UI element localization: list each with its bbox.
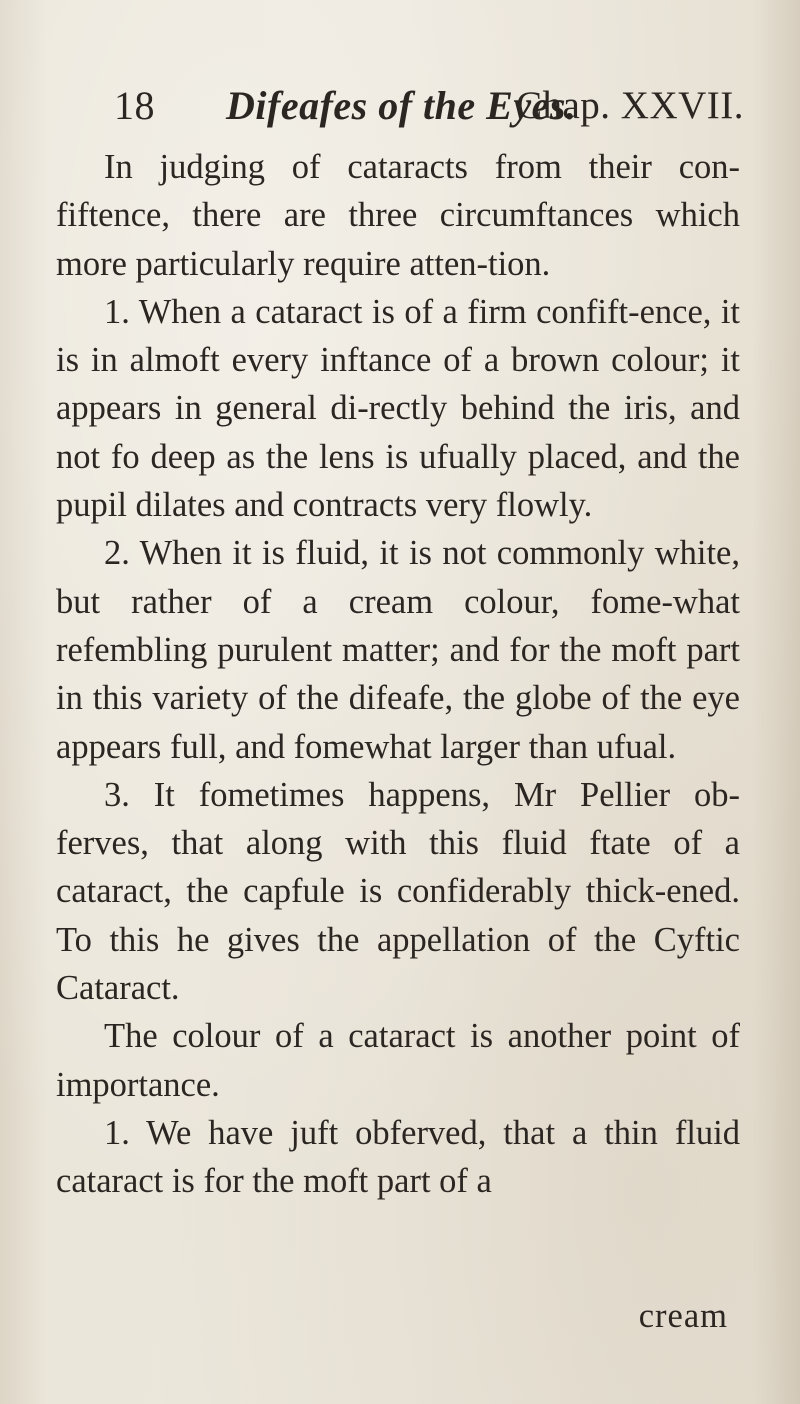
paragraph-colour-importance: The colour of a cataract is another point of importance. <box>56 1017 740 1104</box>
catchword: cream <box>638 1297 728 1335</box>
page-number: 18 <box>114 83 155 128</box>
paragraph-firm-cataract: 1. When a cataract is of a firm confift-ence, it is in almoft every inftance of a brown colour; it appears in general di-rectly behind the iris, and not fo deep as the lens is ufually placed, and the pupil dilates and contracts very flowly. <box>56 292 740 525</box>
running-head <box>114 76 744 136</box>
paragraph-colour-1: 1. We have juft obferved, that a thin fluid cataract is for the moft part of a <box>56 1113 740 1201</box>
paragraph-cystic-cataract: 3. It fometimes happens, Mr Pellier ob-ferves, that along with this fluid ftate of a cataract, the capfule is confiderably thick-ened. To this he gives the appellation of the Cyftic Cataract. <box>56 775 740 1008</box>
paragraph-intro: In judging of cataracts from their con-fiftence, there are three circumftances which more particularly require atten-tion. <box>56 148 740 283</box>
body-text <box>56 143 740 1206</box>
running-title: Difeafes of the Eyes. <box>226 83 577 128</box>
chapter-label: Chap. XXVII. <box>515 84 744 127</box>
paragraph-fluid-cataract: 2. When it is fluid, it is not commonly white, but rather of a cream colour, fome-what refembling purulent matter; and for the moft part in this variety of the difeafe, the globe of the eye appears full, and fomewhat larger than ufual. <box>56 534 740 766</box>
